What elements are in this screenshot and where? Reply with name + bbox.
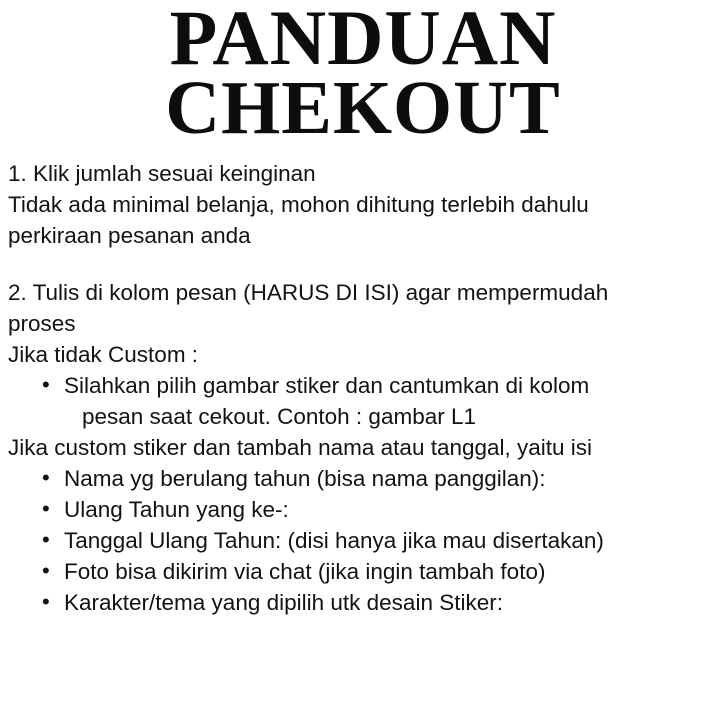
non-custom-label: Jika tidak Custom :: [8, 341, 199, 367]
step-1-text-line-2: perkiraan pesanan anda: [8, 222, 251, 248]
page-title: [0, 0, 726, 150]
instructions-body: [0, 158, 726, 619]
non-custom-bullet-list: [8, 370, 718, 432]
bullet-text: Ulang Tahun yang ke-:: [64, 497, 289, 523]
custom-bullet-list: [8, 463, 718, 618]
bullet-text: Nama yg berulang tahun (bisa nama panggilan):: [64, 466, 546, 492]
list-item: [38, 587, 718, 618]
bullet-text: Foto bisa dikirim via chat (jika ingin tambah foto): [64, 559, 546, 585]
step-2-heading-line-1: 2. Tulis di kolom pesan (HARUS DI ISI) agar mempermudah: [8, 279, 609, 305]
list-item: [38, 525, 718, 556]
bullet-text: Karakter/tema yang dipilih utk desain Stiker:: [64, 590, 503, 616]
bullet-text-line-2: pesan saat cekout. Contoh : gambar L1: [82, 403, 477, 429]
step-1-text-line-1: Tidak ada minimal belanja, mohon dihitung terlebih dahulu: [8, 191, 589, 217]
list-item: [38, 556, 718, 587]
bullet-text-line-1: Silahkan pilih gambar stiker dan cantumkan di kolom: [64, 372, 590, 398]
title-line-2: CHEKOUT: [165, 65, 561, 150]
bullet-text: Tanggal Ulang Tahun: (disi hanya jika mau disertakan): [64, 528, 604, 554]
step-1-heading: 1. Klik jumlah sesuai keinginan: [8, 160, 316, 186]
step-2-heading-line-2: proses: [8, 310, 76, 336]
title-line-1: PANDUAN: [169, 0, 557, 81]
list-item: [38, 494, 718, 525]
list-item: [38, 370, 718, 432]
custom-label: Jika custom stiker dan tambah nama atau tanggal, yaitu isi: [8, 435, 593, 461]
list-item: [38, 463, 718, 494]
